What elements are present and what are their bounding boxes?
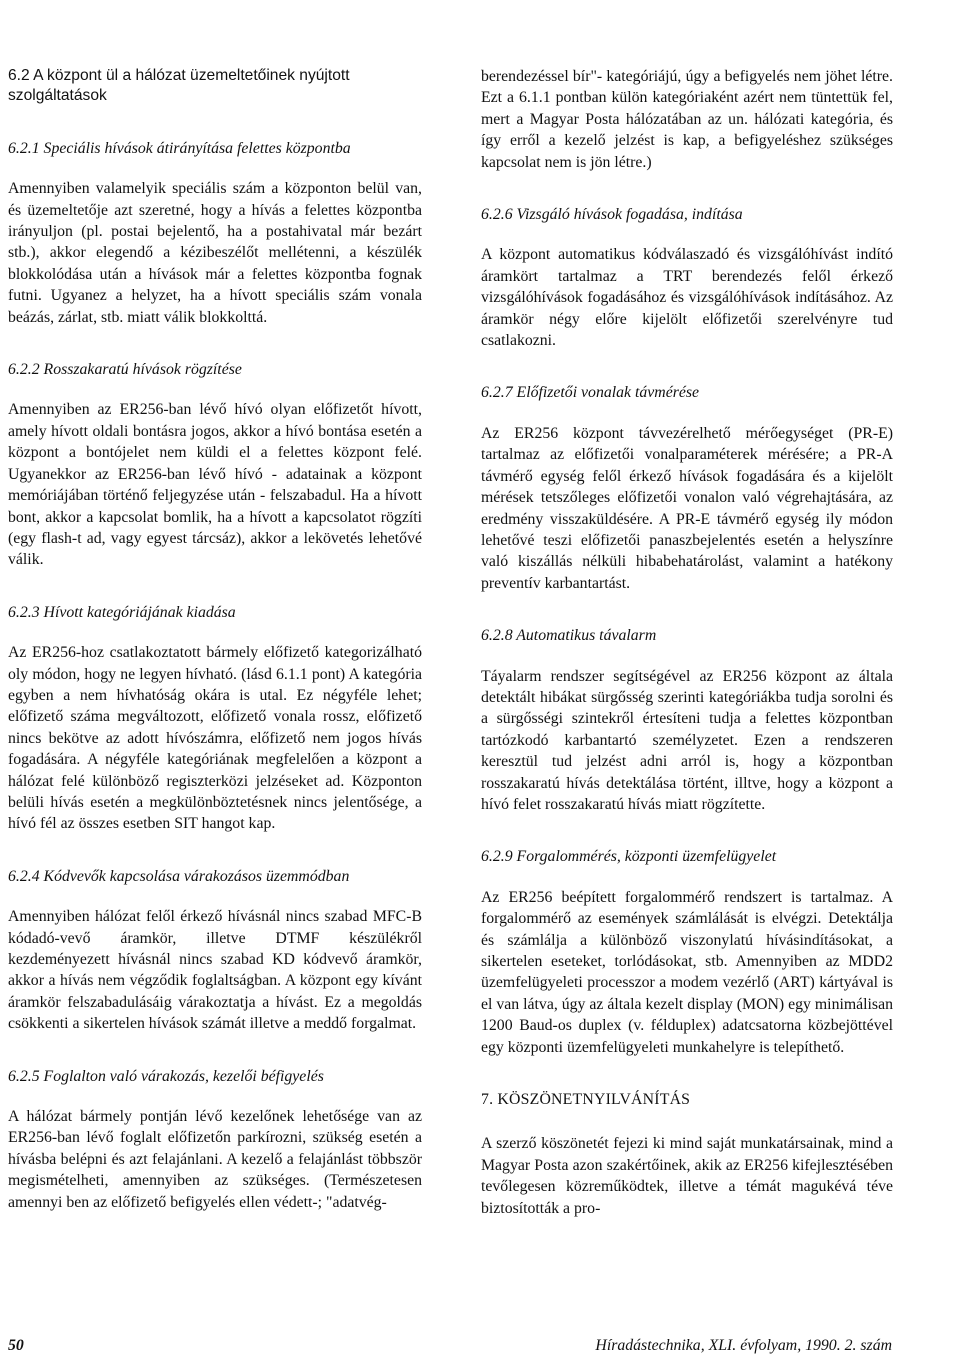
section-7-heading: 7. KÖSZÖNETNYILVÁNÍTÁS bbox=[481, 1091, 691, 1109]
section-6-2-9-paragraph: Az ER256 beépített forgalommérő rendszert is tartalmaz. A forgalommérő az események számlálását is elvégzi. Detektálja és számlálja a különböző viszonylatú hívásindításokat, a sikertelen eseteket, torlódásokat, stb. Amennyiben az MDD2 üzemfelügyeleti processzor a modem vezérlő (ART) kártyával is el van látva, úgy az általa kezelt display (MON) egy minimálisan 1200 Baud-os duplex (v. félduplex) adatcsatorna közbejöttével egy központi üzemfelügyeleti munkahelyre is telepíthető. bbox=[481, 888, 893, 1056]
section-6-2-4-paragraph: Amennyiben hálózat felől érkező hívásnál nincs szabad MFC-B kódadó-vevő áramkör, illetve DTMF készülékről kezdeményezett hívásnál nincs szabad KD kódvevő áramkör, akkor a hívás nem végződik foglaltságban. A központ egy kívánt áramkör felszabadulásáig várakoztatja a hívást. Ez a megoldás csökkenti a sikertelen hívások számát illetve a meddő forgalmat. bbox=[8, 908, 422, 1033]
right-column bbox=[481, 66, 893, 1251]
section-6-2-4-title: 6.2.4 Kódvevők kapcsolása várakozásos üzemmódban bbox=[8, 867, 350, 885]
section-6-2-3-title: 6.2.3 Hívott kategóriájának kiadása bbox=[8, 603, 236, 621]
section-6-2-1-paragraph: Amennyiben valamelyik speciális szám a központon belül van, és üzemeltetője azt szeretné, hogy a hívás a felettes központba irányuljon (pl. postai bejelentő, ha a postahivatal már bezárt stb.), akkor elegendő a kézibeszélőt mellétenni, a készülék blokkolódása után a hívások már a felettes központba fognak futni. Ugyanez a helyzet, ha a hívott speciális szám vonala beázás, zárlat, stb. miatt válik blokkolttá. bbox=[8, 180, 422, 326]
section-6-2-2-paragraph: Amennyiben az ER256-ban lévő hívó olyan előfizetőt hívott, amely hívott oldali bontásra jogos, akkor a hívó bontása esetén a központ a bontójelet nem küldi el a felettes központ felé. Ugyanekkor az ER256-ban lévő hívó - adatainak a központ memóriájában történő feljegyzése után - felszabadul. Ha a hívott bont, akkor a kapcsolat bomlik, ha a hívott a kapcsolatot rögzíti (egy flash-t ad, vagy egyest tárcsáz), akkor a lekövetés lehetővé válik. bbox=[8, 401, 422, 569]
continued-paragraph: berendezéssel bír"- kategóriájú, úgy a befigyelés nem jöhet létre. Ezt a 6.1.1 pontban külön kategóriaként azért nem tüntettük fel, mert a Magyar Posta hálózatában az un. hálózati kategória, és így erről a kezelő jelzést is kap, a befigyeléshez szükséges kapcsolat nem is jön létre.) bbox=[481, 68, 893, 171]
section-6-2-6-paragraph: A központ automatikus kódválaszadó és vizsgálóhívást indító áramkört tartalmaz a TRT berendezés felől érkező vizsgálóhívások fogadásához és vizsgálóhívások indításához. Az áramkör négy előre kijelölt előfizetői szerelvényre tud csatlakozni. bbox=[481, 246, 893, 350]
section-6-2-heading: 6.2 A központ ül a hálózat üzemeltetőinek nyújtott szolgáltatások bbox=[8, 67, 350, 105]
journal-footer: Híradástechnika, XLI. évfolyam, 1990. 2. szám bbox=[595, 1337, 892, 1354]
section-6-2-7-paragraph: Az ER256 központ távvezérelhető mérőegységet (PR-E) tartalmaz az előfizetői vonalparaméterek mérésére; a PR-A távmérő egység felől érkező hívások fogadására és a kijelölt mérések tetszőleges előfizetői vonalon való végrehajtására, az eredmény visszaküldésére. A PR-E távmérő egység ily módon lehetővé teszi előfizetői panaszbejelentés esetén a helyszínre való kiszállás nélküli hibabehatárolást, valamint a hatékony preventív karbantartást. bbox=[481, 424, 893, 592]
section-6-2-7-title: 6.2.7 Előfizetői vonalak távmérése bbox=[481, 384, 700, 402]
left-column bbox=[8, 66, 422, 1245]
section-6-2-2-title: 6.2.2 Rosszakaratú hívások rögzítése bbox=[8, 361, 242, 379]
section-7-paragraph: A szerző köszönetét fejezi ki mind saját munkatársainak, mind a Magyar Posta azon szakértőinek, akik az ER256 kifejlesztésében tevőlegesen közreműködtek, illetve a témát magukévá téve biztosították a pro- bbox=[481, 1135, 893, 1217]
section-6-2-5-title: 6.2.5 Foglalton való várakozás, kezelői béfigyelés bbox=[8, 1067, 324, 1085]
section-6-2-3-paragraph: Az ER256-hoz csatlakoztatott bármely előfizető kategorizálható oly módon, hogy ne legyen hívható. (lásd 6.1.1 pont) A kategória egyben a nem hívhatóság okára is utal. Ez négyféle lehet; előfizető száma megváltozott, előfizető vonala rossz, előfizető nincs bekötve az adott hívószámra, előfizető nem jogos hívás fogadására. A négyféle kategóriának megfelelően a központ a hálózat felé különböző regiszterközi jelzéseket ad. Központon belüli hívás esetén a megkülönböztetésnek nincs jelentősége, a hívó fél az összes esetben SIT hangot kap. bbox=[8, 644, 422, 833]
section-6-2-6-title: 6.2.6 Vizsgáló hívások fogadása, indítása bbox=[481, 206, 743, 224]
section-6-2-5-paragraph: A hálózat bármely pontján lévő kezelőnek lehetősége van az ER256-ban lévő foglalt előfizetőn parkírozni, szükség esetén a hívásba belépni és azt felajánlani. A kezelő a felajánlást többször megismételheti, amennyiben az szükséges. (Természetesen amennyi ben az előfizető befigyelés ellen védett-; "adatvég- bbox=[8, 1108, 422, 1211]
section-6-2-8-paragraph: Táyalarm rendszer segítségével az ER256 központ az általa detektált hibákat sürgősség szerinti kategóriákba tudja sorolni és a sürgősségi szintekről értesíteni tudja a felettes központban tartózkodó karbantartó személyzetet. Ezen a rendszeren keresztül tud jelzést adni arról is, hogy a központban rosszakaratú hívás detektálása történt, illtve, hogy a központ a hívó felet rosszakaratú hívás miatt rögzítette. bbox=[481, 667, 893, 813]
section-6-2-9-title: 6.2.9 Forgalommérés, központi üzemfelügyelet bbox=[481, 848, 777, 866]
section-6-2-8-title: 6.2.8 Automatikus távalarm bbox=[481, 627, 657, 645]
section-6-2-1-title: 6.2.1 Speciális hívások átirányítása felettes központba bbox=[8, 139, 351, 157]
page-number: 50 bbox=[8, 1337, 24, 1354]
